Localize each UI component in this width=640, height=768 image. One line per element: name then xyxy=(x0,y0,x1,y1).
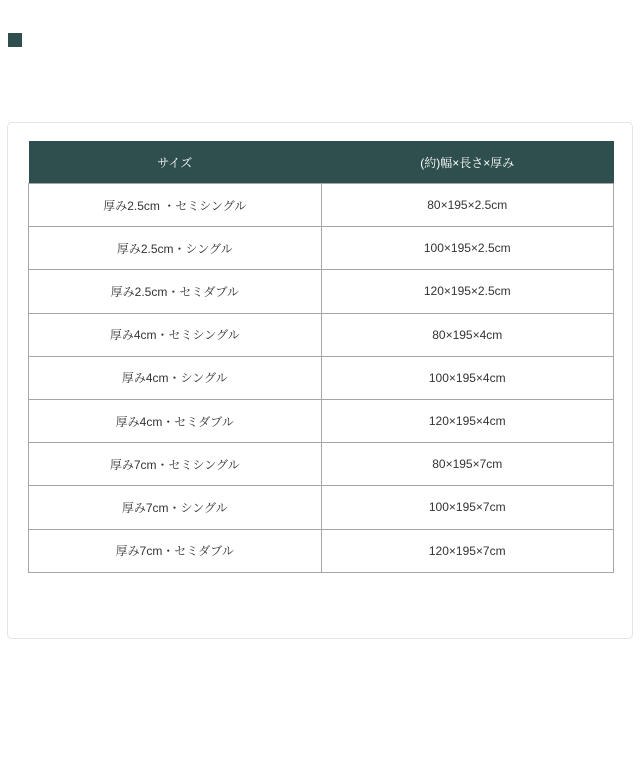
dimensions-cell: 100×195×2.5cm xyxy=(321,227,614,270)
table-row xyxy=(29,184,614,227)
table-row xyxy=(29,270,614,313)
table-row xyxy=(29,486,614,529)
size-cell: 厚み7cm・シングル xyxy=(29,486,322,529)
table-row xyxy=(29,313,614,356)
table-row xyxy=(29,529,614,572)
spec-table xyxy=(28,141,614,573)
header-dimensions-column: (約)幅×長さ×厚み xyxy=(321,141,614,184)
table-row xyxy=(29,227,614,270)
dimensions-cell: 120×195×2.5cm xyxy=(321,270,614,313)
dimensions-cell: 80×195×2.5cm xyxy=(321,184,614,227)
size-cell: 厚み7cm・セミダブル xyxy=(29,529,322,572)
dimensions-cell: 80×195×4cm xyxy=(321,313,614,356)
header-size-column: サイズ xyxy=(29,141,322,184)
dimensions-cell: 120×195×4cm xyxy=(321,399,614,442)
size-cell: 厚み4cm・セミダブル xyxy=(29,399,322,442)
dimensions-cell: 100×195×4cm xyxy=(321,356,614,399)
table-row xyxy=(29,399,614,442)
table-row xyxy=(29,356,614,399)
size-cell: 厚み2.5cm・シングル xyxy=(29,227,322,270)
spec-panel xyxy=(7,122,633,639)
corner-accent-square xyxy=(8,33,22,47)
size-cell: 厚み7cm・セミシングル xyxy=(29,443,322,486)
spec-table-wrap xyxy=(28,141,614,573)
size-cell: 厚み4cm・シングル xyxy=(29,356,322,399)
table-header-row xyxy=(29,141,614,184)
size-cell: 厚み4cm・セミシングル xyxy=(29,313,322,356)
dimensions-cell: 120×195×7cm xyxy=(321,529,614,572)
size-cell: 厚み2.5cm ・セミシングル xyxy=(29,184,322,227)
size-cell: 厚み2.5cm・セミダブル xyxy=(29,270,322,313)
dimensions-cell: 100×195×7cm xyxy=(321,486,614,529)
dimensions-cell: 80×195×7cm xyxy=(321,443,614,486)
table-row xyxy=(29,443,614,486)
